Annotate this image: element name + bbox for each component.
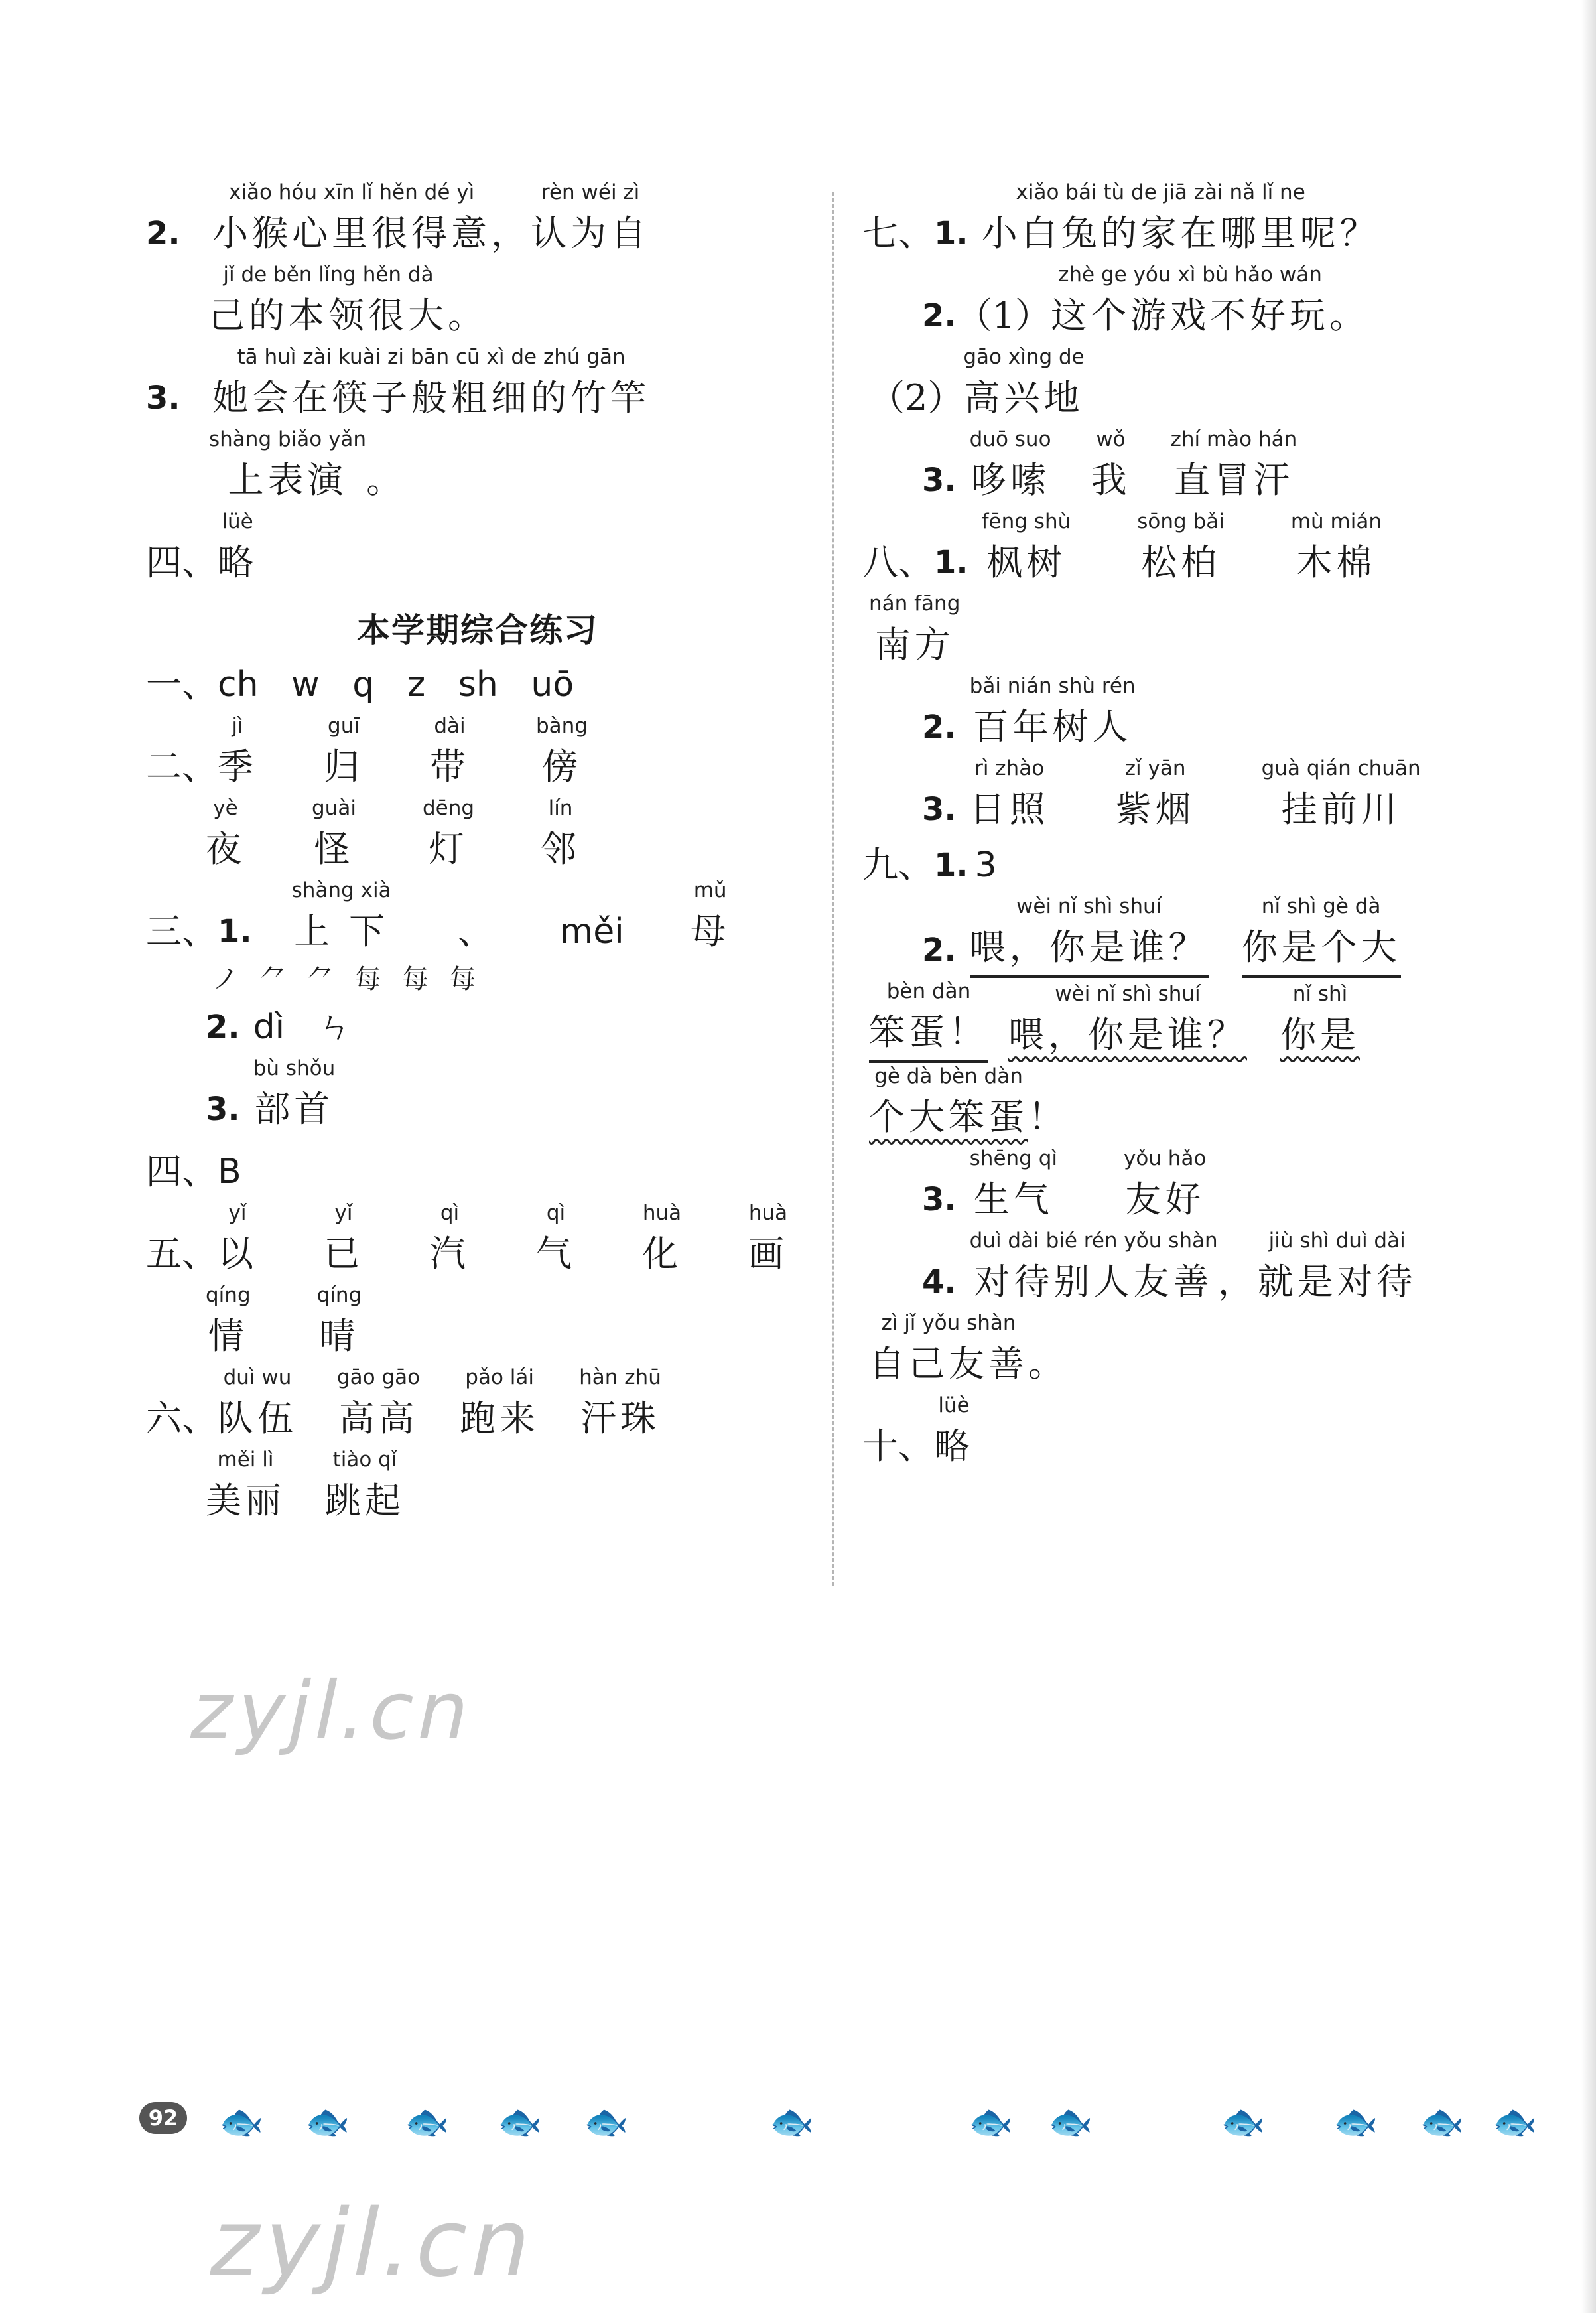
- part-9-item-3: [862, 1145, 1539, 1227]
- section-label: 八、: [862, 541, 934, 583]
- page-number: 92: [139, 2102, 187, 2134]
- pinyin: xiǎo bái tù de jiā zài nǎ lǐ ne: [1016, 180, 1305, 204]
- hanzi: 情: [208, 1315, 248, 1357]
- pinyin-answer: dì ㄣ: [253, 1007, 352, 1047]
- pinyin: yǐ: [228, 1201, 247, 1225]
- pinyin: měi lì: [217, 1448, 274, 1472]
- part-3-item-1: [146, 877, 809, 959]
- punctuation: 。: [1329, 295, 1369, 336]
- section-label: 四、: [146, 1151, 218, 1192]
- hanzi: 木棉: [1296, 541, 1376, 583]
- hanzi: 已: [324, 1233, 364, 1275]
- hanzi: 紫烟: [1115, 788, 1195, 830]
- pinyin: tiào qǐ: [332, 1448, 397, 1472]
- part-9-item-1: [862, 837, 1539, 893]
- separator: 、: [457, 910, 494, 952]
- hanzi: 跳起: [325, 1480, 405, 1521]
- fish-icon: 🐟: [1493, 2101, 1538, 2142]
- section-label: 七、: [862, 212, 934, 254]
- part-3-item-2: [146, 999, 809, 1055]
- section-title: 本学期综合练习: [357, 611, 598, 650]
- item-number: 1.: [934, 215, 968, 252]
- hanzi: 自己友善: [869, 1343, 1028, 1385]
- pinyin: duì wu: [223, 1366, 292, 1389]
- pinyin: guài: [312, 796, 356, 820]
- hanzi: 对待别人友善: [974, 1261, 1213, 1302]
- pinyin: zhí mào hán: [1170, 427, 1297, 451]
- part-5-row2: [146, 1282, 809, 1364]
- item-number: 1.: [218, 913, 252, 950]
- pinyin: gāo gāo: [337, 1366, 421, 1389]
- part-5-row1: [146, 1200, 809, 1282]
- pinyin: duō suo: [969, 427, 1051, 451]
- punctuation: ，: [491, 212, 531, 254]
- pinyin-answers: ch w q z sh uō: [218, 665, 574, 705]
- fish-icon: 🐟: [968, 2101, 1014, 2142]
- section-label: 六、: [146, 1397, 218, 1439]
- pinyin: jiù shì duì dài: [1268, 1229, 1406, 1253]
- pinyin: gè dà bèn dàn: [874, 1064, 1023, 1088]
- hanzi: 美丽: [206, 1480, 285, 1521]
- pinyin: shàng xià: [291, 878, 391, 902]
- punctuation: 。: [448, 295, 488, 336]
- page-edge-shadow: [1581, 0, 1596, 2313]
- hanzi: 部首: [254, 1088, 334, 1130]
- pinyin: nǐ shì gè dà: [1261, 894, 1381, 918]
- pinyin: hàn zhū: [579, 1366, 661, 1389]
- part-2-row2: [146, 795, 809, 877]
- item-number: 3.: [206, 1091, 240, 1128]
- punctuation: ？: [1339, 212, 1380, 254]
- section-label: 九、: [862, 844, 934, 886]
- fish-icon: 🐟: [1420, 2101, 1465, 2142]
- pinyin: bǎi nián shù rén: [969, 674, 1136, 698]
- section-label: 十、: [862, 1425, 934, 1467]
- hanzi: 小白兔的家在哪里呢: [981, 212, 1340, 254]
- wavy-underlined-hanzi: 你是: [1280, 1014, 1360, 1056]
- hanzi: 邻: [541, 828, 581, 870]
- stroke-sequence: ノ ⺈ ⺈ 每 每 每: [212, 964, 478, 995]
- hanzi: 气: [536, 1233, 576, 1275]
- item-number: 3.: [922, 1181, 957, 1218]
- underlined-hanzi: 你是个大: [1242, 920, 1401, 978]
- pinyin: yè: [213, 796, 238, 820]
- hanzi: 夜: [206, 828, 245, 870]
- hanzi: 傍: [542, 746, 582, 788]
- hanzi: 队伍: [218, 1397, 297, 1439]
- hanzi: 日照: [969, 788, 1049, 830]
- hanzi: 枫树: [986, 541, 1066, 583]
- item-number: 2.: [146, 215, 180, 252]
- part-6-row1: [146, 1364, 809, 1446]
- stroke-order: [146, 959, 809, 999]
- right-column: [862, 179, 1539, 1474]
- fish-icon: 🐟: [1333, 2101, 1378, 2142]
- count-answer: 3: [974, 845, 997, 885]
- pinyin: duì dài bié rén yǒu shàn: [969, 1229, 1218, 1253]
- pinyin: wèi nǐ shì shuí: [1016, 894, 1162, 918]
- hanzi: 汗珠: [580, 1397, 660, 1439]
- item-number: 2.: [922, 709, 957, 746]
- punctuation: ！: [1028, 1096, 1064, 1138]
- underlined-hanzi: 喂，你是谁？: [970, 920, 1209, 978]
- section-label: 五、: [146, 1233, 218, 1275]
- pinyin: lín: [548, 796, 573, 820]
- page-footer: [139, 2097, 1538, 2156]
- part-2-row1: [146, 713, 809, 795]
- item-number: 2.: [206, 1009, 240, 1046]
- choice-answer: B: [218, 1152, 241, 1192]
- section-label: 二、: [146, 746, 218, 788]
- part-4-answer: [146, 1144, 809, 1200]
- pinyin: huà: [642, 1201, 682, 1225]
- answer-2-line2: [146, 261, 809, 344]
- pinyin: lüè: [938, 1393, 970, 1417]
- hanzi: 我: [1091, 459, 1131, 501]
- part-10-answer: [862, 1392, 1539, 1474]
- section-label: 一、: [146, 664, 218, 705]
- pinyin: bù shǒu: [253, 1056, 336, 1080]
- underlined-hanzi: 笨蛋！: [869, 1005, 988, 1063]
- hanzi: 南方: [874, 624, 955, 666]
- hanzi: 跑来: [460, 1397, 540, 1439]
- pinyin: guī: [328, 714, 360, 738]
- hanzi: 认为自: [531, 212, 651, 254]
- part-6-row2: [146, 1446, 809, 1529]
- part-7-item-1: [862, 179, 1539, 261]
- pinyin: qì: [546, 1201, 566, 1225]
- hanzi: 就是对待: [1257, 1261, 1417, 1302]
- hanzi: 晴: [319, 1315, 360, 1357]
- item-number: 1.: [934, 544, 968, 581]
- sub-label: （1）: [956, 295, 1051, 336]
- hanzi: 灯: [428, 828, 468, 870]
- part-7-item-3: [862, 426, 1539, 508]
- hanzi: 高兴地: [964, 377, 1084, 419]
- fish-icon: 🐟: [305, 2101, 350, 2142]
- watermark: zyjl.cn: [200, 2190, 547, 2298]
- pinyin: wǒ: [1096, 427, 1126, 451]
- part-8-item-2: [862, 673, 1539, 755]
- item-number: 4.: [922, 1263, 957, 1300]
- pinyin: zǐ yān: [1124, 756, 1186, 780]
- pinyin: shēng qì: [969, 1147, 1057, 1170]
- pinyin: dēng: [422, 796, 475, 820]
- item-number: 3.: [922, 791, 957, 828]
- hanzi: 汽: [430, 1233, 470, 1275]
- left-column: [146, 179, 809, 1529]
- part-9-item-4-line2: [862, 1310, 1539, 1392]
- hanzi: 上 下: [294, 910, 389, 952]
- part-7-item-2a: [862, 261, 1539, 344]
- pinyin: mù mián: [1290, 510, 1382, 533]
- section-label: 四、: [146, 541, 218, 583]
- hanzi: 略: [934, 1425, 974, 1467]
- part-9-item-4-line1: [862, 1227, 1539, 1310]
- hanzi: 怪: [314, 828, 354, 870]
- wavy-underlined-hanzi: 个大笨蛋: [869, 1096, 1028, 1138]
- pinyin: qíng: [206, 1283, 251, 1307]
- punctuation: 。: [1028, 1343, 1068, 1385]
- item-number: 1.: [934, 847, 968, 884]
- hanzi: 松柏: [1141, 541, 1221, 583]
- pinyin: qíng: [316, 1283, 362, 1307]
- pinyin: qì: [440, 1201, 460, 1225]
- pinyin-answer: měi: [559, 912, 624, 951]
- pinyin: zì jǐ yǒu shàn: [881, 1311, 1016, 1335]
- watermark: zyjl.cn: [182, 1665, 483, 1758]
- part-9-item-2-line3: [862, 1063, 1539, 1145]
- answer-2-line1: [146, 179, 809, 261]
- item-number: 3.: [922, 462, 957, 499]
- hanzi: 百年树人: [972, 706, 1132, 748]
- fish-icon: 🐟: [498, 2101, 543, 2142]
- column-divider: [832, 192, 834, 1586]
- pinyin: mǔ: [693, 878, 727, 902]
- hanzi: 带: [430, 746, 470, 788]
- pinyin: sōng bǎi: [1137, 510, 1225, 533]
- hanzi: 她会在筷子般粗细的竹竿: [212, 377, 651, 419]
- section-4-answer: [146, 508, 809, 591]
- hanzi: 季: [218, 746, 257, 788]
- item-number: 2.: [922, 297, 957, 334]
- hanzi: 挂前川: [1281, 788, 1401, 830]
- pinyin: bèn dàn: [886, 979, 971, 1003]
- hanzi: 归: [324, 746, 364, 788]
- fish-icon: 🐟: [405, 2101, 450, 2142]
- pinyin: nǐ shì: [1292, 982, 1348, 1006]
- pinyin: fēng shù: [981, 510, 1071, 533]
- pinyin: nán fāng: [869, 592, 961, 616]
- pinyin: jǐ de běn lǐng hěn dà: [223, 263, 434, 287]
- pinyin: yǐ: [334, 1201, 353, 1225]
- hanzi: 母: [690, 910, 730, 952]
- part-3-item-3: [146, 1055, 809, 1137]
- fish-icon: 🐟: [1221, 2101, 1266, 2142]
- pinyin: shàng biǎo yǎn: [209, 427, 367, 451]
- pinyin: guà qián chuān: [1261, 756, 1421, 780]
- hanzi: 上表演: [228, 459, 348, 501]
- section-label: 三、: [146, 910, 218, 952]
- part-9-item-2-line2: [862, 978, 1539, 1063]
- fish-icon: 🐟: [1048, 2101, 1093, 2142]
- pinyin: lüè: [222, 510, 253, 533]
- hanzi: 己的本领很大: [209, 295, 448, 336]
- part-1-answer: [146, 657, 809, 713]
- hanzi: 生气: [973, 1178, 1053, 1220]
- punctuation: 。: [366, 459, 407, 501]
- answer-3-line1: [146, 344, 809, 426]
- pinyin: wèi nǐ shì shuí: [1055, 982, 1201, 1006]
- pinyin: jì: [232, 714, 243, 738]
- pinyin: bàng: [536, 714, 588, 738]
- sub-label: （2）: [869, 377, 964, 419]
- pinyin: zhè ge yóu xì bù hǎo wán: [1058, 263, 1322, 287]
- pinyin: pǎo lái: [465, 1366, 534, 1389]
- wavy-underlined-hanzi: 喂，你是谁？: [1008, 1014, 1247, 1056]
- hanzi: 略: [218, 541, 257, 583]
- item-number: 3.: [146, 380, 180, 417]
- pinyin: tā huì zài kuài zi bān cū xì de zhú gān: [237, 345, 626, 369]
- hanzi: 高高: [338, 1397, 419, 1439]
- pinyin: rèn wéi zì: [541, 180, 640, 204]
- pinyin: rì zhào: [974, 756, 1045, 780]
- hanzi: 化: [642, 1233, 682, 1275]
- part-8-item-1b: [862, 591, 1539, 673]
- item-number: 2.: [922, 932, 957, 969]
- fish-icon: 🐟: [584, 2101, 629, 2142]
- hanzi: 哆嗦: [970, 459, 1051, 501]
- hanzi: 这个游戏不好玩: [1051, 295, 1329, 336]
- fish-icon: 🐟: [219, 2101, 264, 2142]
- pinyin: huà: [748, 1201, 788, 1225]
- pinyin: dài: [434, 714, 466, 738]
- part-8-item-1: [862, 508, 1539, 591]
- hanzi: 友好: [1125, 1178, 1205, 1220]
- punctuation: ，: [1217, 1261, 1258, 1302]
- fish-icon: 🐟: [769, 2101, 815, 2142]
- part-7-item-2b: [862, 344, 1539, 426]
- hanzi: 小猴心里很得意: [212, 212, 492, 254]
- answer-3-line2: [146, 426, 809, 508]
- part-9-item-2-line1: [862, 893, 1539, 978]
- pinyin: xiǎo hóu xīn lǐ hěn dé yì: [228, 180, 475, 204]
- hanzi: 以: [218, 1233, 257, 1275]
- part-8-item-3: [862, 755, 1539, 837]
- hanzi: 画: [748, 1233, 788, 1275]
- hanzi: 直冒汗: [1173, 459, 1294, 501]
- pinyin: gāo xìng de: [963, 345, 1085, 369]
- pinyin: yǒu hǎo: [1123, 1147, 1207, 1170]
